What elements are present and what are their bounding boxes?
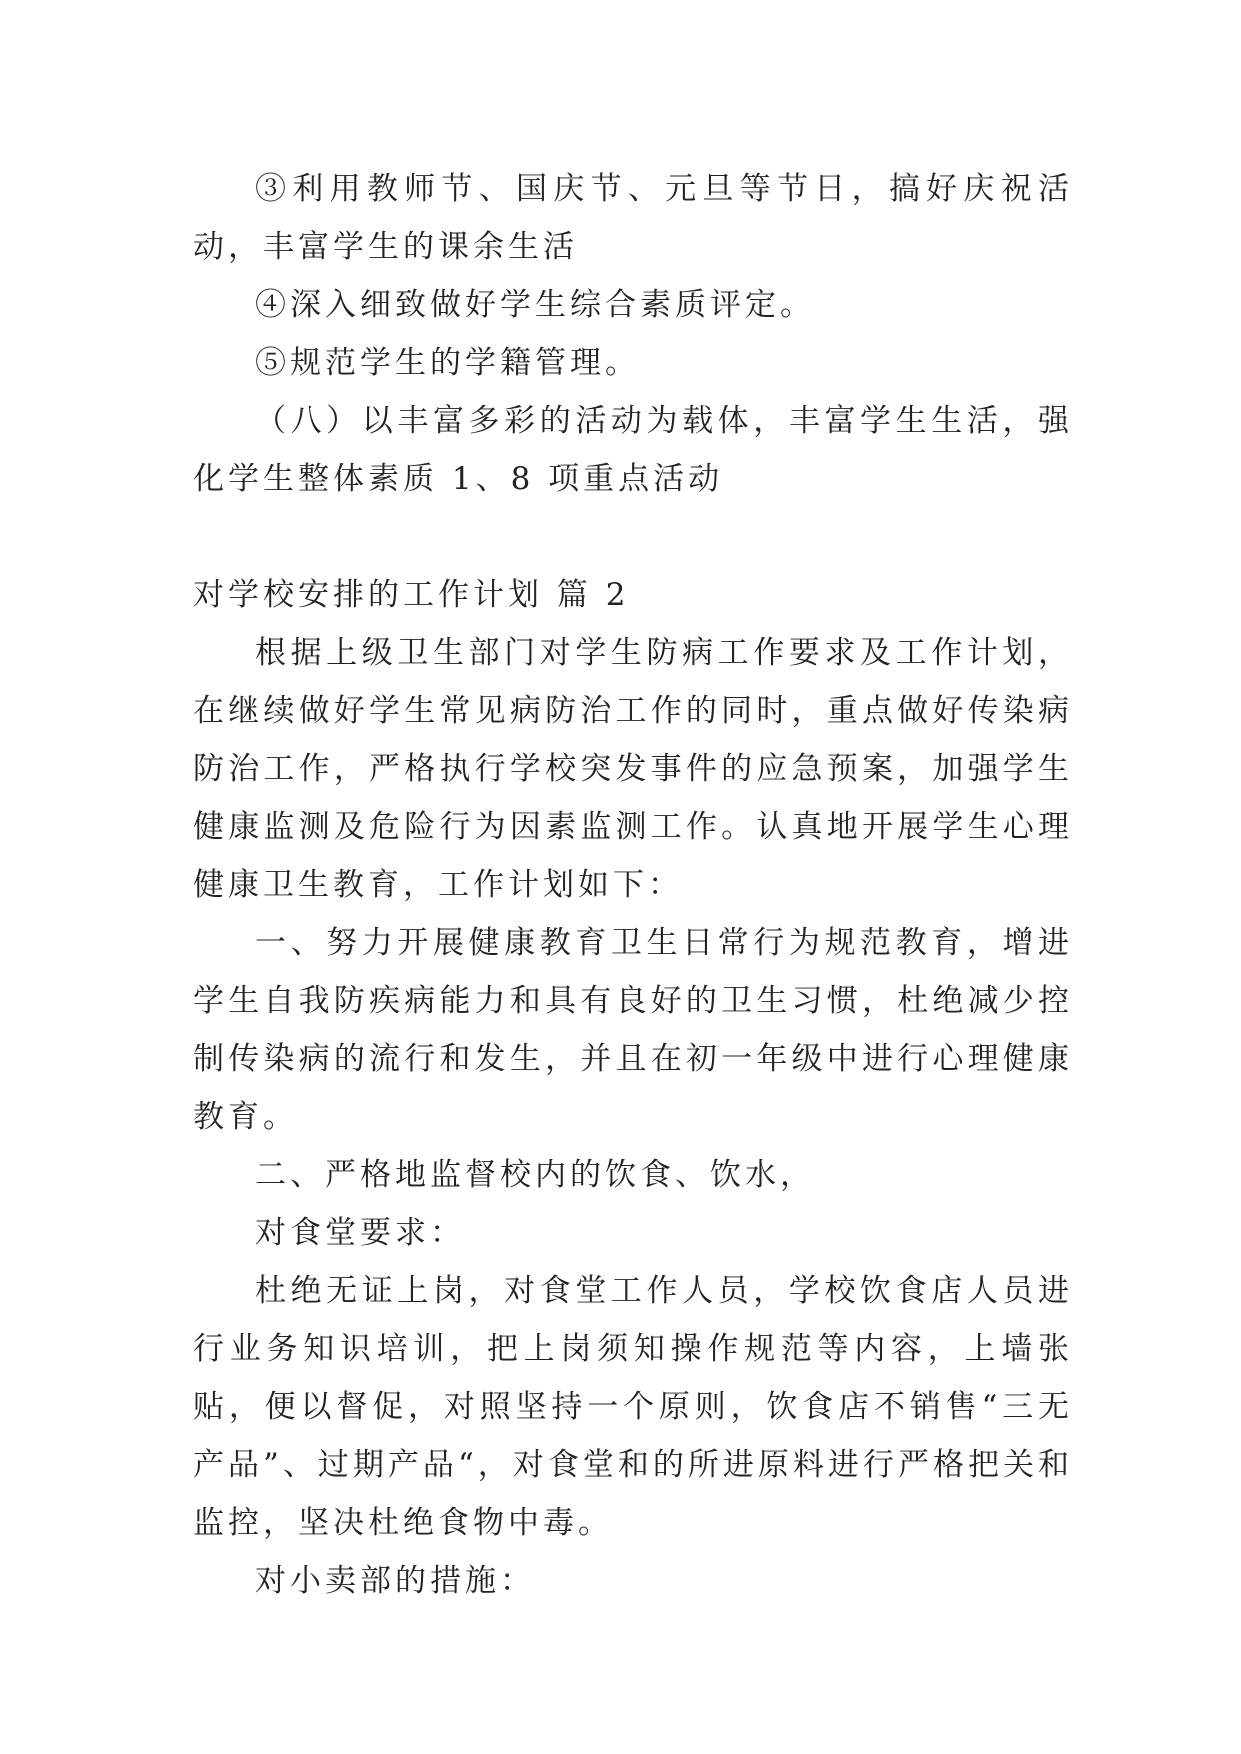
paragraph-intro: 根据上级卫生部门对学生防病工作要求及工作计划，在继续做好学生常见病防治工作的同时，重点做好传染病防治工作，严格执行学校突发事件的应急预案，加强学生健康监测及危险行为因素监测工作。认真地开展学生心理健康卫生教育，工作计划如下： xyxy=(193,635,1073,903)
paragraph-food-supervision: 二、严格地监督校内的饮食、饮水， xyxy=(255,1157,815,1193)
paragraph-canteen-details: 杜绝无证上岗，对食堂工作人员，学校饮食店人员进行业务知识培训，把上岗须知操作规范等内容，上墙张贴，便以督促，对照坚持一个原则，饮食店不销售“三无产品”、过期产品“，对食堂和的所进原料进行严格把关和监控，坚决杜绝食物中毒。 xyxy=(193,1273,1073,1541)
section-title: 对学校安排的工作计划 篇 2 xyxy=(193,577,630,613)
paragraph-quality-evaluation: ④深入细致做好学生综合素质评定。 xyxy=(255,287,815,323)
paragraph-health-education: 一、努力开展健康教育卫生日常行为规范教育，增进学生自我防疾病能力和具有良好的卫生习惯，杜绝减少控制传染病的流行和发生，并且在初一年级中进行心理健康教育。 xyxy=(193,925,1073,1135)
section-spacer xyxy=(193,508,1073,566)
paragraph-shop-measures: 对小卖部的措施： xyxy=(255,1563,535,1599)
paragraph-student-registry: ⑤规范学生的学籍管理。 xyxy=(255,345,640,381)
paragraph-canteen-requirements: 对食堂要求： xyxy=(255,1215,465,1251)
paragraph-celebration-activities: ③利用教师节、国庆节、元旦等节日，搞好庆祝活动，丰富学生的课余生活 xyxy=(193,171,1073,265)
paragraph-activities-carrier: （八）以丰富多彩的活动为载体，丰富学生生活，强化学生整体素质 1、8 项重点活动 xyxy=(193,403,1073,497)
document-body xyxy=(193,160,1073,1610)
